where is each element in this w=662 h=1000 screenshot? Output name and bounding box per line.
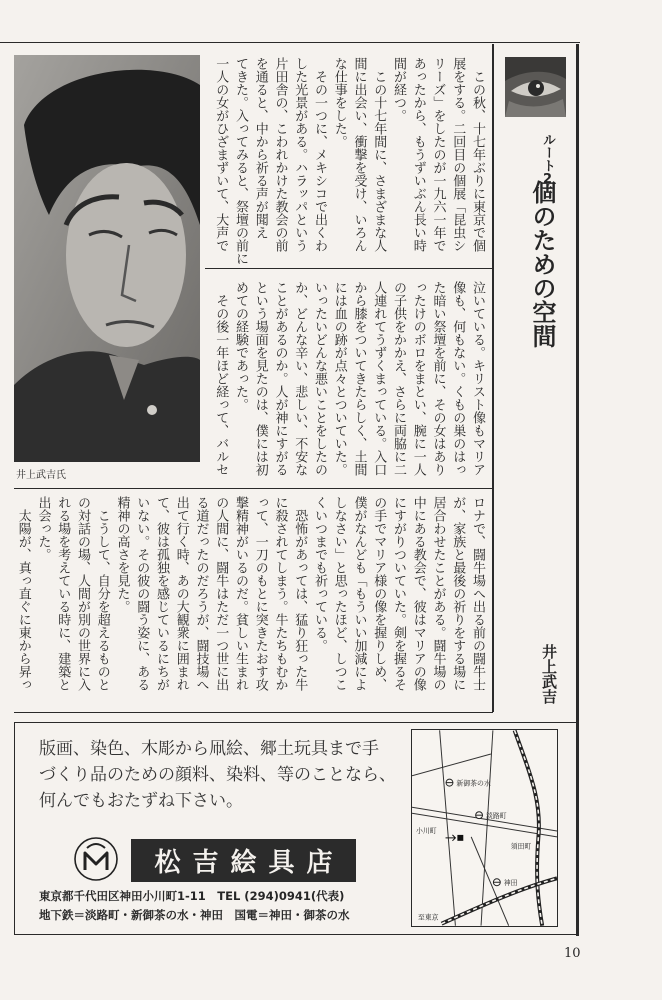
article-text-block-2 <box>211 281 488 481</box>
text-column: その一つに、メキシコで出くわ <box>312 57 327 252</box>
text-column: な仕事をした。 <box>331 57 347 148</box>
map-label-kanda: 神田 <box>503 879 518 888</box>
subway-station-icon <box>493 879 500 886</box>
text-column: を通ると、中から祈る声が聞え <box>252 57 268 239</box>
text-column: て、彼は孤独を感じているにちが <box>154 496 169 691</box>
text-column: 太陽が、真っ直ぐに東から昇っ <box>15 496 31 691</box>
text-column: 人連れてうずくまっている。入口 <box>371 281 387 476</box>
shop-name-box <box>131 839 356 882</box>
text-column: ったけのボロをまとい、腕に一人 <box>410 281 426 476</box>
subway-station-icon <box>446 779 453 786</box>
text-column: ことがあるのか。人が神にすがる <box>272 281 288 476</box>
text-column: には血の跡が点々とついていた。 <box>331 281 347 476</box>
article-author: 井上武吉 <box>540 644 558 704</box>
text-column: 間が経つ。 <box>391 57 406 122</box>
text-column: いない。その彼の闘う姿に、ある <box>134 496 150 691</box>
shop-map <box>411 729 558 927</box>
text-column: の手でマリア様の像を握りしめ、 <box>371 496 387 691</box>
text-column: という場面を見たのは、僕には初 <box>252 281 268 476</box>
shop-address: 東京都千代田区神田小川町1-11 TEL (294)0941(代表) <box>39 889 345 903</box>
shop-access: 地下鉄＝淡路町・新御茶の水・神田 国電＝神田・御茶の水 <box>39 908 350 922</box>
text-column: から膝をついてきたらしく、土間 <box>351 281 367 476</box>
map-label-to-tokyo: 至東京 <box>417 913 439 922</box>
text-column: 中にある教会で、彼はマリアの像 <box>410 496 426 691</box>
text-column: しなさい」と思ったほど、しつこ <box>331 496 347 691</box>
text-column: た暗い祭壇を前に、その女はあり <box>430 281 446 476</box>
text-column: めての経験であった。 <box>233 281 248 411</box>
text-column: 泣いている。キリスト像もマリア <box>470 281 485 476</box>
text-column: か、どんな辛い、悲しい、不安な <box>292 281 308 476</box>
text-column: 恐怖があっては、猛り狂った牛 <box>292 496 308 691</box>
map-label-sudacho: 須田町 <box>510 842 532 851</box>
text-column: リーズ」をしたのが一九六一年で <box>430 57 446 252</box>
text-column: 展をする。二回目の個展「昆虫シ <box>450 57 466 252</box>
divider-middle <box>14 488 493 489</box>
ad-copy-line-3: 何んでもおたずね下さい。 <box>39 791 243 811</box>
map-label-awajicho: 淡路町 <box>485 812 507 821</box>
article-text-block-3 <box>13 496 487 696</box>
article-title: 個のための空間 <box>528 180 556 348</box>
text-column: 居合わせたことがある。闘牛場の <box>430 496 446 691</box>
text-column: 像も、何もない。くもの巣のはっ <box>450 281 466 476</box>
text-column: 片田舎の、こわれかけた教会の前 <box>272 57 288 252</box>
text-column: の対話の場、人間が別の世界に入 <box>75 496 90 691</box>
text-column: の子供をかかえ、さらに両脇に二 <box>391 281 406 476</box>
circle-m-logo-icon <box>73 836 119 882</box>
photo-caption: 井上武吉氏 <box>16 470 66 481</box>
divider-lower <box>14 712 493 713</box>
advertisement-box <box>14 722 577 935</box>
text-column: した光景がある。ハラッパという <box>292 57 308 252</box>
page-number: 10 <box>564 946 581 961</box>
text-column: に殺されてしまう。牛たちもむか <box>272 496 288 691</box>
ad-copy-line-1: 版画、染色、木彫から凧絵、郷土玩具まで手 <box>39 739 379 759</box>
eye-icon <box>505 57 566 117</box>
article-text-block-1 <box>211 57 488 265</box>
subway-station-icon <box>476 812 483 819</box>
text-column: にすがりついていた。剣を握るそ <box>391 496 406 691</box>
text-column: 撃精神がいるのだ。貧しい生まれ <box>233 496 248 691</box>
map-label-ogawamachi: 小川町 <box>415 826 437 835</box>
text-column: 出て行く時、あの大観衆に囲まれ <box>173 496 189 691</box>
text-column: こうして、自分を超えるものと <box>94 496 110 691</box>
text-column: 僕がなんども「もういい加減によ <box>351 496 367 691</box>
series-label: ルート2 <box>540 133 555 187</box>
text-column: 出会った。 <box>35 496 51 561</box>
text-column: 一人の女がひざまずいて、大声で <box>213 57 229 252</box>
sidebar-left-rule <box>492 44 494 712</box>
text-column: 間に出会い、衝撃を受け、いろん <box>351 57 367 252</box>
text-column: が、家族と最後の祈りをする場に <box>450 496 466 691</box>
text-column: いったいどんな悪いことをしたの <box>312 281 327 476</box>
text-column: この十七年間に、さまざまな人 <box>371 57 387 252</box>
text-column: くいつまでも祈っている。 <box>312 496 327 652</box>
ad-copy-line-2: づくり品のための顔料、染料、等のことなら、 <box>39 765 396 785</box>
text-column: る道だったのだろうが、闘技場へ <box>193 496 209 691</box>
text-column: 精神の高さを見た。 <box>114 496 130 613</box>
text-column: の人間に、闘牛はただ一つ世に出 <box>213 496 229 691</box>
map-label-shin-ochanomizu: 新御茶の水 <box>456 779 491 788</box>
map-railways <box>442 730 557 925</box>
text-column: この秋、十七年ぶりに東京で個 <box>470 57 485 252</box>
shop-name: 松吉絵具店 <box>154 848 345 878</box>
portrait-photo <box>14 55 200 462</box>
text-column: ロナで、闘牛場へ出る前の闘牛士 <box>470 496 485 691</box>
text-column: てきた。入ってみると、祭壇の前に <box>233 57 248 265</box>
text-column: その後一年ほど経って、バルセ <box>213 281 229 476</box>
text-column: れる場を考えている時に、建築と <box>55 496 71 691</box>
top-rule <box>0 42 580 43</box>
text-column: って、一刀のもとに突きたおす攻 <box>252 496 268 691</box>
text-column: あったから、もうずいぶん長い時 <box>410 57 426 252</box>
divider-upper <box>205 268 493 269</box>
